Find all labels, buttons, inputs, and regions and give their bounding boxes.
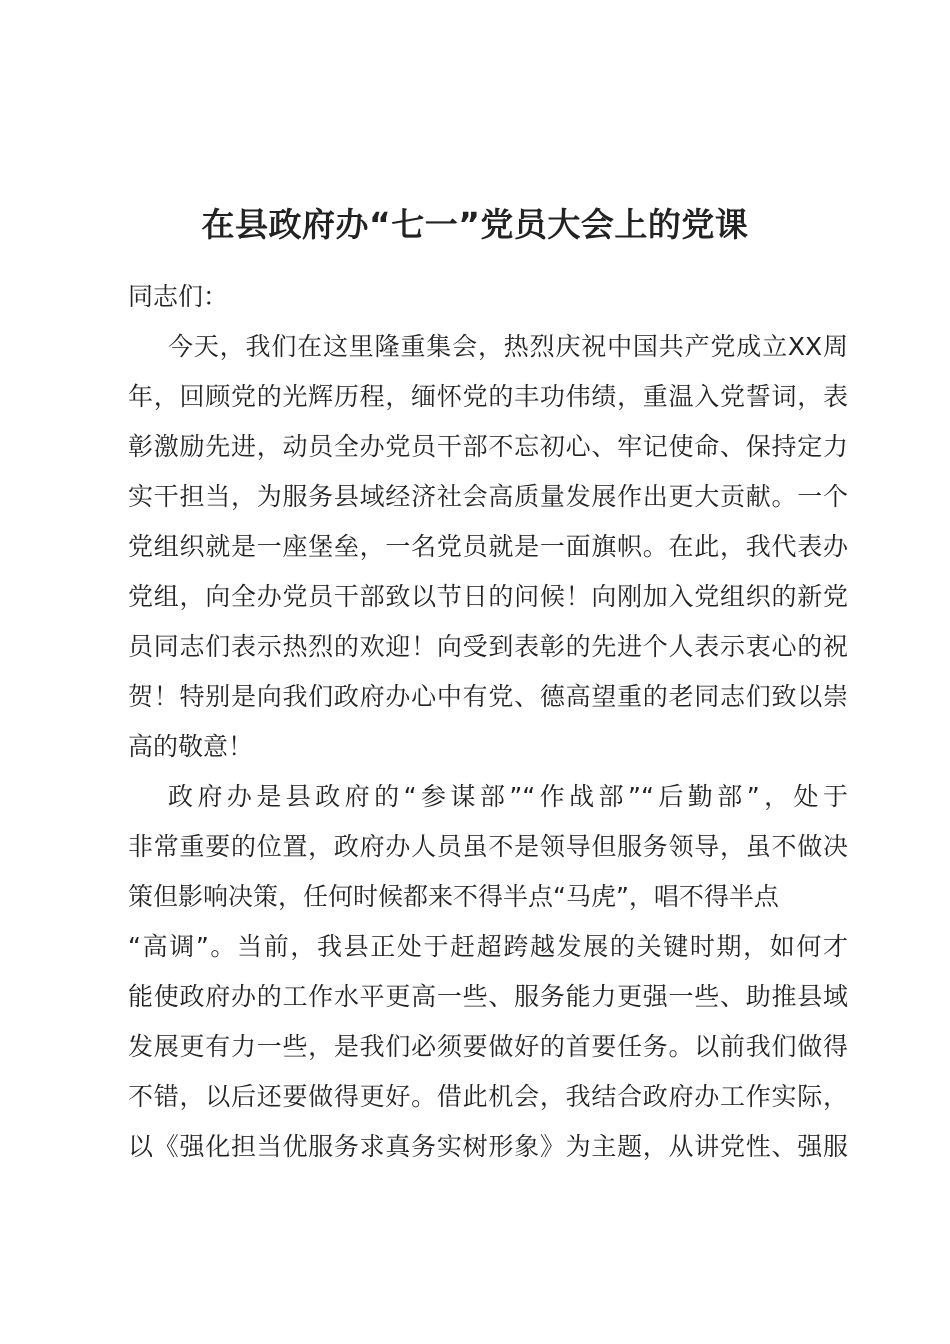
- paragraph-2-line-3: 策但影响决策，任何时候都来不得半点“马虎”，唱不得半点: [128, 882, 779, 911]
- paragraph-1-line-1: 今天，我们在这里隆重集会，热烈庆祝中国共产党成立XX周: [168, 332, 848, 361]
- paragraph-1-line-5: 党组织就是一座堡垒，一名党员就是一面旗帜。在此，我代表办: [128, 532, 848, 561]
- paragraph-1-line-8: 贺！特别是向我们政府办心中有党、德高望重的老同志们致以崇: [128, 682, 848, 711]
- paragraph-1-line-4: 实干担当，为服务县域经济社会高质量发展作出更大贡献。一个: [128, 482, 848, 511]
- paragraph-2-line-2: 非常重要的位置，政府办人员虽不是领导但服务领导，虽不做决: [128, 832, 848, 861]
- document-title: 在县政府办“七一”党员大会上的党课: [201, 205, 749, 244]
- paragraph-2-line-8: 以《强化担当优服务求真务实树形象》为主题，从讲党性、强服: [128, 1132, 848, 1161]
- paragraph-2-line-7: 不错，以后还要做得更好。借此机会，我结合政府办工作实际，: [128, 1082, 848, 1111]
- paragraph-1-line-7: 员同志们表示热烈的欢迎！向受到表彰的先进个人表示衷心的祝: [128, 632, 848, 661]
- paragraph-2-line-6: 发展更有力一些，是我们必须要做好的首要任务。以前我们做得: [128, 1032, 848, 1061]
- paragraph-1-line-2: 年，回顾党的光辉历程，缅怀党的丰功伟绩，重温入党誓词，表: [128, 382, 848, 411]
- paragraph-2-line-5: 能使政府办的工作水平更高一些、服务能力更强一些、助推县域: [128, 982, 848, 1011]
- paragraph-1-line-6: 党组，向全办党员干部致以节日的问候！向刚加入党组织的新党: [128, 582, 848, 611]
- salutation-line: 同志们：: [128, 282, 229, 311]
- paragraph-2-line-4: “高调”。当前，我县正处于赶超跨越发展的关键时期，如何才: [128, 932, 848, 961]
- document-body: [128, 272, 848, 1172]
- paragraph-2-line-1: 政府办是县政府的“参谋部”“作战部”“后勤部”，处于: [168, 782, 848, 811]
- paragraph-1-line-9: 高的敬意！: [128, 732, 254, 761]
- paragraph-1-line-3: 彰激励先进，动员全办党员干部不忘初心、牢记使命、保持定力: [128, 432, 848, 461]
